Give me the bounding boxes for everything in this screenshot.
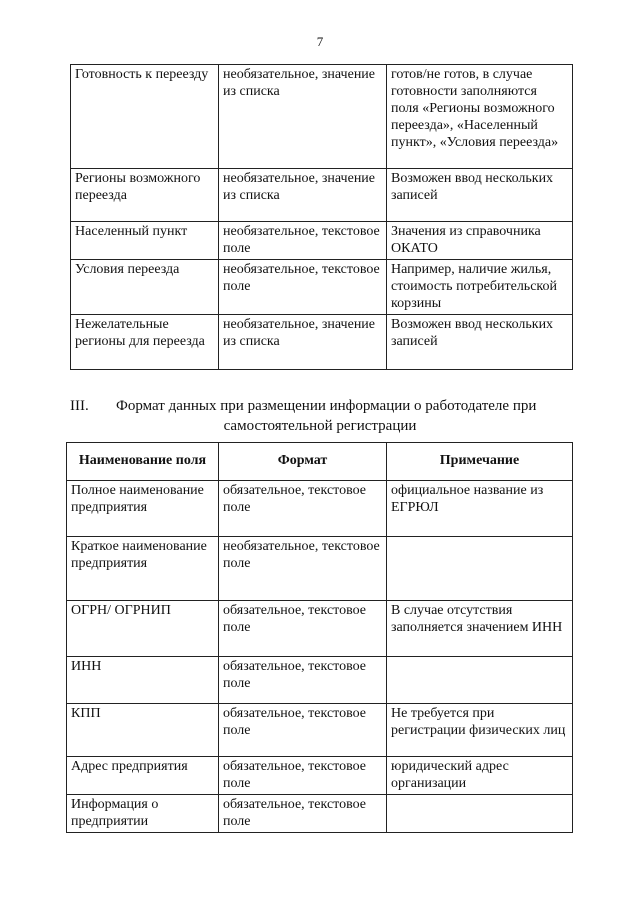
note-cell: Возможен ввод нескольких записей [387,169,573,222]
note-cell: Значения из справочника ОКАТО [387,222,573,260]
table-header-row [67,443,573,481]
table-row [67,537,573,601]
table-row [67,601,573,657]
format-cell: необязательное, значение из списка [219,315,387,370]
note-cell: В случае отсутствия заполняется значением ИНН [387,601,573,657]
format-cell: обязательное, текстовое поле [219,757,387,795]
column-header-field: Наименование поля [67,443,219,481]
note-cell: Не требуется при регистрации физических лиц [387,704,573,757]
field-name-cell: Условия переезда [71,260,219,315]
section-title-line-2: самостоятельной регистрации [223,418,417,434]
section-title-line-1: Формат данных при размещении информации о работодателе при [116,398,537,414]
format-cell: обязательное, текстовое поле [219,481,387,537]
table-row [67,657,573,704]
note-cell: юридический адрес организации [387,757,573,795]
table-row [71,222,573,260]
column-header-note: Примечание [387,443,573,481]
field-name-cell: Готовность к переезду [71,65,219,169]
format-cell: необязательное, значение из списка [219,65,387,169]
table-row [67,757,573,795]
format-cell: обязательное, текстовое поле [219,657,387,704]
table-row [67,795,573,833]
note-cell: Возможен ввод нескольких записей [387,315,573,370]
section-number: III. [70,398,89,414]
note-cell [387,657,573,704]
note-cell: официальное название из ЕГРЮЛ [387,481,573,537]
format-cell: необязательное, текстовое поле [219,537,387,601]
format-cell: обязательное, текстовое поле [219,704,387,757]
table-row [67,704,573,757]
table-row [71,260,573,315]
format-cell: обязательное, текстовое поле [219,795,387,833]
field-name-cell: ОГРН/ ОГРНИП [67,601,219,657]
note-cell: Например, наличие жилья, стоимость потребительской корзины [387,260,573,315]
note-cell [387,795,573,833]
field-name-cell: Нежелательные регионы для переезда [71,315,219,370]
table-row [67,481,573,537]
format-cell: необязательное, текстовое поле [219,222,387,260]
page-number: 7 [316,34,324,49]
field-name-cell: Информация о предприятии [67,795,219,833]
format-cell: обязательное, текстовое поле [219,601,387,657]
field-name-cell: Населенный пункт [71,222,219,260]
format-cell: необязательное, значение из списка [219,169,387,222]
column-header-format: Формат [219,443,387,481]
note-cell [387,537,573,601]
field-name-cell: ИНН [67,657,219,704]
note-cell: готов/не готов, в случае готовности заполняются поля «Регионы возможного переезда», «Населенный пункт», «Условия переезда» [387,65,573,169]
field-name-cell: Краткое наименование предприятия [67,537,219,601]
field-name-cell: Регионы возможного переезда [71,169,219,222]
field-name-cell: Полное наименование предприятия [67,481,219,537]
table-row [71,65,573,169]
format-cell: необязательное, текстовое поле [219,260,387,315]
table-row [71,169,573,222]
relocation-fields-table [70,64,573,370]
employer-fields-table [66,442,573,833]
field-name-cell: КПП [67,704,219,757]
table-row [71,315,573,370]
field-name-cell: Адрес предприятия [67,757,219,795]
